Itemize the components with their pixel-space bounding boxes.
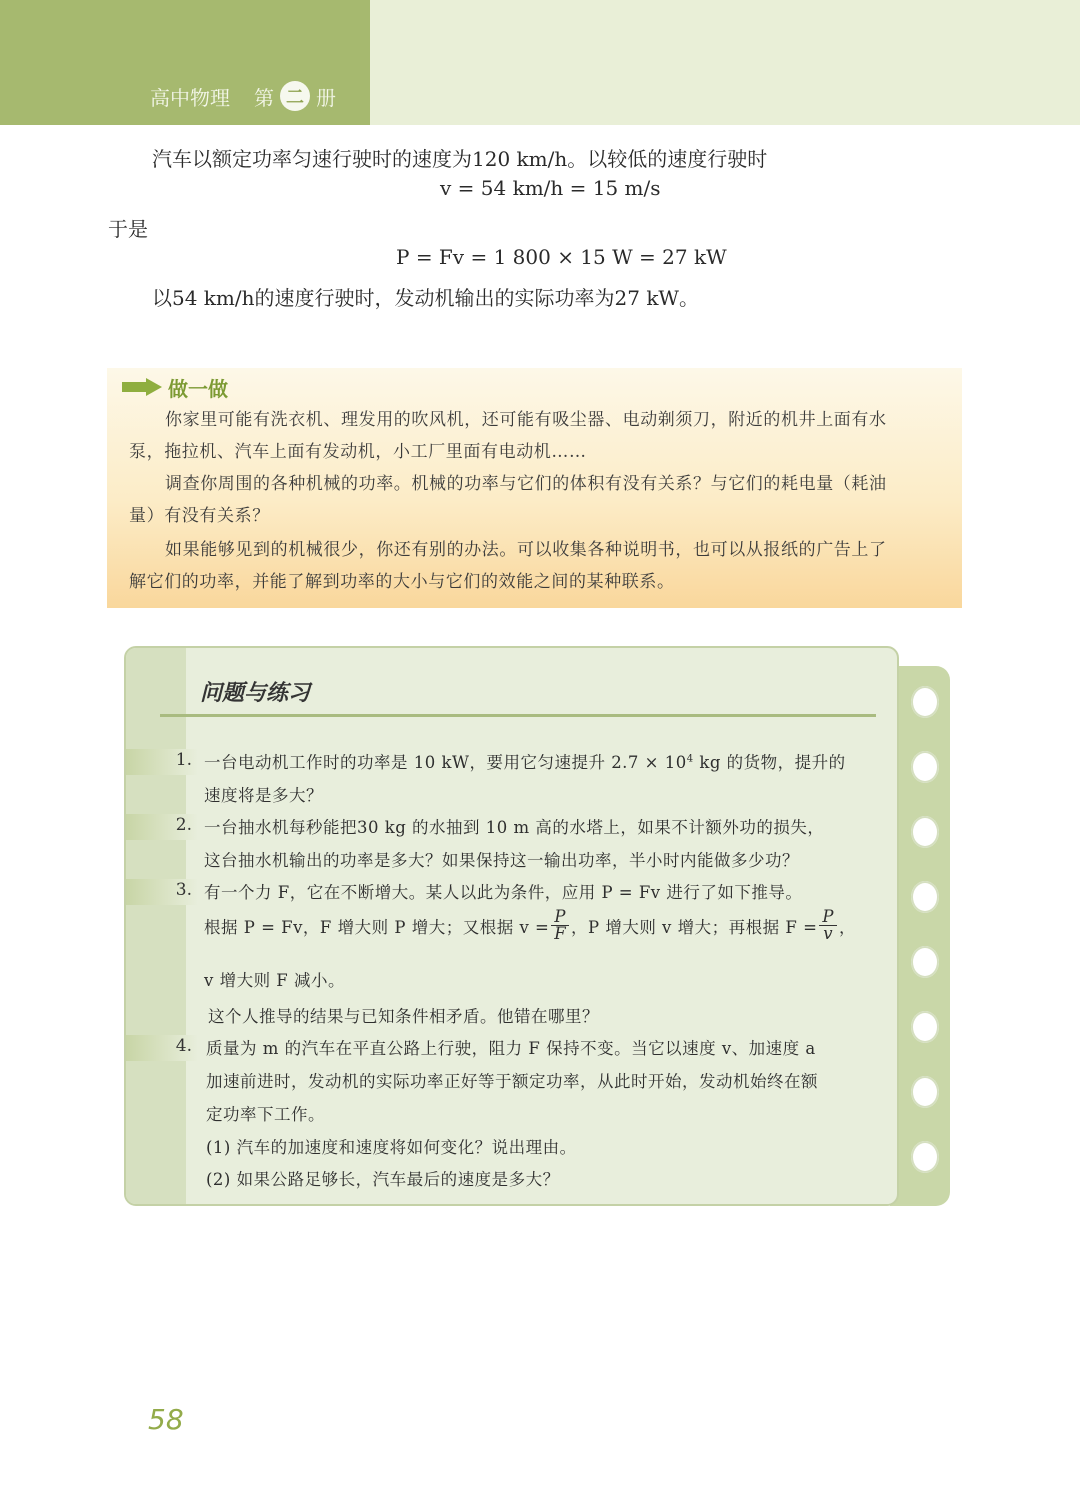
book-title xyxy=(150,80,336,112)
body-thus: 于是 xyxy=(108,217,148,241)
binder-ring xyxy=(911,1011,939,1043)
q3-derivation-2: ，P 增大则 v 增大；再根据 F = xyxy=(570,917,818,937)
activity-p1b: 泵，拖拉机、汽车上面有发动机，小工厂里面有电动机…… xyxy=(129,442,587,462)
page-number: 58 xyxy=(148,1403,184,1436)
question-1-line-2: 速度将是多大？ xyxy=(204,786,323,805)
question-4-line-2: 加速前进时，发动机的实际功率正好等于额定功率，从此时开始，发动机始终在额 xyxy=(206,1072,818,1091)
binder-ring xyxy=(911,1141,939,1173)
question-4-number: 4. xyxy=(175,1036,192,1056)
fraction-numerator: P xyxy=(819,909,837,926)
body-line-1: 汽车以额定功率匀速行驶时的速度为120 km/h。以较低的速度行驶时 xyxy=(152,147,768,171)
notebook-margin xyxy=(126,648,186,1204)
question-4-part-1: (1) 汽车的加速度和速度将如何变化？说出理由。 xyxy=(206,1138,577,1157)
question-1-line-1 xyxy=(204,749,846,773)
binder-ring xyxy=(911,881,939,913)
notebook-tab xyxy=(890,666,950,1206)
binder-ring xyxy=(911,816,939,848)
question-2-line-1: 一台抽水机每秒能把30 kg 的水抽到 10 m 高的水塔上，如果不计额外功的损失， xyxy=(204,818,825,837)
q1-text-post: kg 的货物，提升的 xyxy=(693,753,846,772)
question-3-line-1: 有一个力 F，它在不断增大。某人以此为条件，应用 P = Fv 进行了如下推导。 xyxy=(204,883,803,902)
question-3-number: 3. xyxy=(175,880,192,900)
question-3-line-4: 这个人推导的结果与已知条件相矛盾。他错在哪里？ xyxy=(208,1007,599,1026)
fraction-p-over-f xyxy=(551,909,569,942)
book-name: 高中物理 xyxy=(150,85,230,110)
binder-ring xyxy=(911,751,939,783)
fraction-denominator: F xyxy=(554,924,567,943)
activity-p2b: 量）有没有关系？ xyxy=(129,506,270,526)
fraction-numerator: P xyxy=(551,909,569,926)
q3-derivation-3: ， xyxy=(839,917,856,937)
fraction-p-over-v xyxy=(819,909,837,942)
question-4-line-1: 质量为 m 的汽车在平直公路上行驶，阻力 F 保持不变。当它以速度 v、加速度 a xyxy=(206,1039,816,1058)
body-conclusion: 以54 km/h的速度行驶时，发动机输出的实际功率为27 kW。 xyxy=(152,286,699,310)
activity-p3a: 如果能够见到的机械很少，你还有别的办法。可以收集各种说明书，也可以从报纸的广告上了 xyxy=(165,540,887,560)
question-3-line-3: v 增大则 F 减小。 xyxy=(204,971,346,990)
q3-derivation-1: 根据 P = Fv，F 增大则 P 增大；又根据 v = xyxy=(204,917,550,937)
activity-p2a: 调查你周围的各种机械的功率。机械的功率与它们的体积有没有关系？与它们的耗电量（耗油 xyxy=(165,474,887,494)
binder-ring xyxy=(911,946,939,978)
volume-suffix: 册 xyxy=(316,85,336,110)
volume-prefix: 第 xyxy=(254,85,274,110)
binder-ring xyxy=(911,1076,939,1108)
q1-text-pre: 一台电动机工作时的功率是 10 kW，要用它匀速提升 2.7 × 10 xyxy=(204,753,687,772)
formula-power: P = Fv = 1 800 × 15 W = 27 kW xyxy=(396,245,727,269)
question-4-part-2: (2) 如果公路足够长，汽车最后的速度是多大？ xyxy=(206,1170,560,1189)
fraction-denominator: v xyxy=(823,924,834,943)
question-3-line-2 xyxy=(204,909,856,942)
formula-velocity: v = 54 km/h = 15 m/s xyxy=(440,176,661,200)
header-band-light xyxy=(370,0,1080,125)
exercise-title: 问题与练习 xyxy=(200,681,311,706)
question-2-line-2: 这台抽水机输出的功率是多大？如果保持这一输出功率，半小时内能做多少功？ xyxy=(204,851,799,870)
activity-title: 做一做 xyxy=(168,376,228,401)
question-4-line-3: 定功率下工作。 xyxy=(206,1105,325,1124)
title-rule xyxy=(160,714,876,717)
activity-text xyxy=(107,368,962,608)
q1-exponent: 4 xyxy=(686,753,694,765)
volume-number-badge: 二 xyxy=(280,81,310,111)
binder-ring xyxy=(911,686,939,718)
question-2-number: 2. xyxy=(175,815,192,835)
question-1-number: 1. xyxy=(175,750,192,770)
activity-p3b: 解它们的功率，并能了解到功率的大小与它们的效能之间的某种联系。 xyxy=(129,572,675,592)
activity-p1a: 你家里可能有洗衣机、理发用的吹风机，还可能有吸尘器、电动剃须刀，附近的机井上面有水 xyxy=(165,410,887,430)
